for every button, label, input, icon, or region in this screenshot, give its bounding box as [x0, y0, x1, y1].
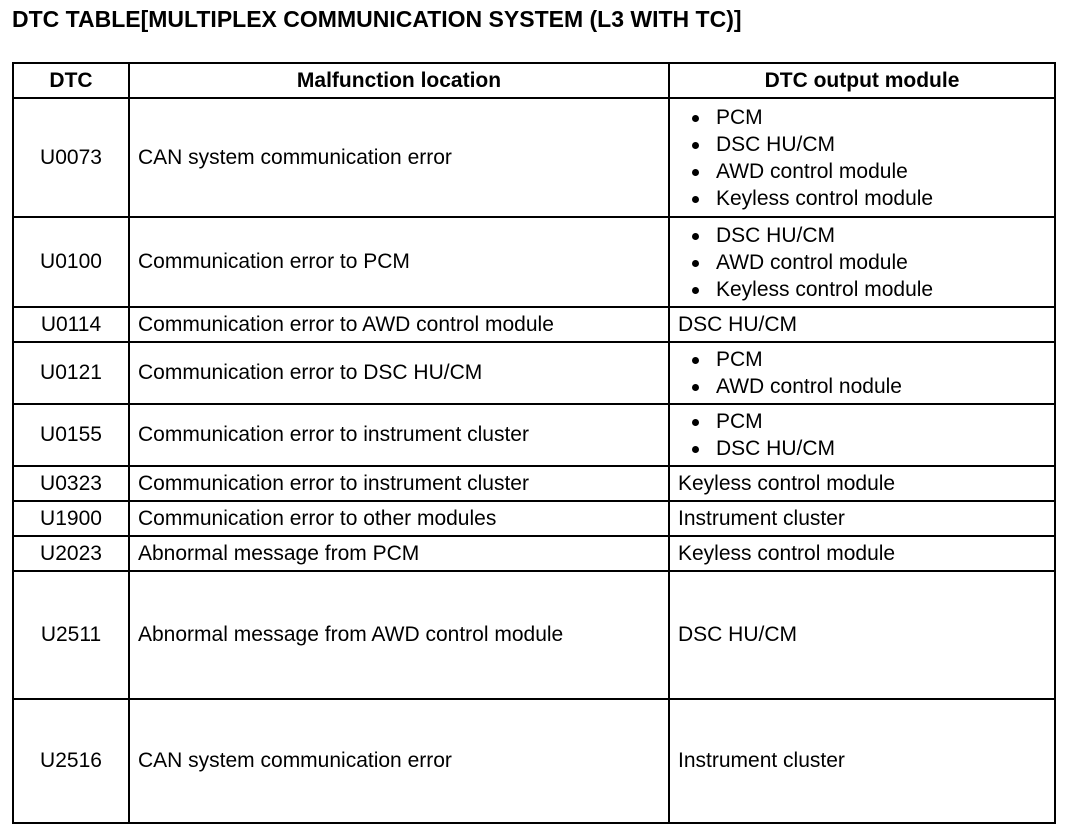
dtc-code: U1900: [13, 501, 129, 536]
table-row: [13, 404, 1055, 466]
table-row: [13, 699, 1055, 823]
dtc-code: U0073: [13, 98, 129, 217]
page-title: DTC TABLE[MULTIPLEX COMMUNICATION SYSTEM (L3 WITH TC)]: [12, 6, 742, 32]
dtc-code: U0114: [13, 307, 129, 342]
table-row: [13, 536, 1055, 571]
output-module-item: DSC HU/CM: [678, 623, 797, 646]
malfunction-location: Communication error to AWD control module: [129, 307, 669, 342]
output-module-cell: [669, 699, 1055, 823]
table-row: [13, 466, 1055, 501]
output-module-cell: [669, 404, 1055, 466]
output-module-cell: [669, 307, 1055, 342]
dtc-table: [12, 62, 1056, 824]
output-module-item: AWD control module: [678, 158, 1046, 185]
malfunction-location: CAN system communication error: [129, 98, 669, 217]
dtc-code: U2511: [13, 571, 129, 699]
output-module-item: PCM: [678, 408, 1046, 435]
table-row: [13, 571, 1055, 699]
dtc-code: U2516: [13, 699, 129, 823]
output-module-cell: [669, 98, 1055, 217]
output-module-item: PCM: [678, 104, 1046, 131]
output-module-list: [678, 222, 1046, 303]
table-row: [13, 98, 1055, 217]
dtc-code: U0121: [13, 342, 129, 404]
malfunction-location: Abnormal message from AWD control module: [129, 571, 669, 699]
table-header-row: [13, 63, 1055, 98]
output-module-item: Keyless control module: [678, 185, 1046, 212]
dtc-code: U0155: [13, 404, 129, 466]
output-module-item: Keyless control module: [678, 541, 896, 565]
output-module-cell: [669, 571, 1055, 699]
output-module-cell: [669, 501, 1055, 536]
output-module-item: PCM: [678, 346, 1046, 373]
output-module-item: Keyless control module: [678, 276, 1046, 303]
table-row: [13, 501, 1055, 536]
header-dtc: DTC: [13, 63, 129, 98]
dtc-code: U0100: [13, 217, 129, 307]
header-malfunction-location: Malfunction location: [129, 63, 669, 98]
output-module-cell: [669, 342, 1055, 404]
output-module-item: AWD control module: [678, 249, 1046, 276]
dtc-code: U0323: [13, 466, 129, 501]
output-module-item: Instrument cluster: [678, 749, 845, 772]
malfunction-location: Communication error to instrument cluster: [129, 404, 669, 466]
output-module-item: AWD control nodule: [678, 373, 1046, 400]
output-module-item: DSC HU/CM: [678, 435, 1046, 462]
output-module-cell: [669, 466, 1055, 501]
malfunction-location: CAN system communication error: [129, 699, 669, 823]
output-module-list: [678, 408, 1046, 462]
output-module-list: [678, 104, 1046, 212]
table-row: [13, 342, 1055, 404]
output-module-cell: [669, 536, 1055, 571]
output-module-item: DSC HU/CM: [678, 131, 1046, 158]
output-module-list: [678, 346, 1046, 400]
malfunction-location: Abnormal message from PCM: [129, 536, 669, 571]
output-module-item: DSC HU/CM: [678, 222, 1046, 249]
malfunction-location: Communication error to PCM: [129, 217, 669, 307]
output-module-item: Instrument cluster: [678, 506, 845, 530]
output-module-item: Keyless control module: [678, 471, 896, 495]
malfunction-location: Communication error to instrument cluster: [129, 466, 669, 501]
table-row: [13, 307, 1055, 342]
malfunction-location: Communication error to other modules: [129, 501, 669, 536]
table-row: [13, 217, 1055, 307]
header-dtc-output-module: DTC output module: [669, 63, 1055, 98]
malfunction-location: Communication error to DSC HU/CM: [129, 342, 669, 404]
output-module-cell: [669, 217, 1055, 307]
dtc-code: U2023: [13, 536, 129, 571]
output-module-item: DSC HU/CM: [678, 312, 797, 336]
